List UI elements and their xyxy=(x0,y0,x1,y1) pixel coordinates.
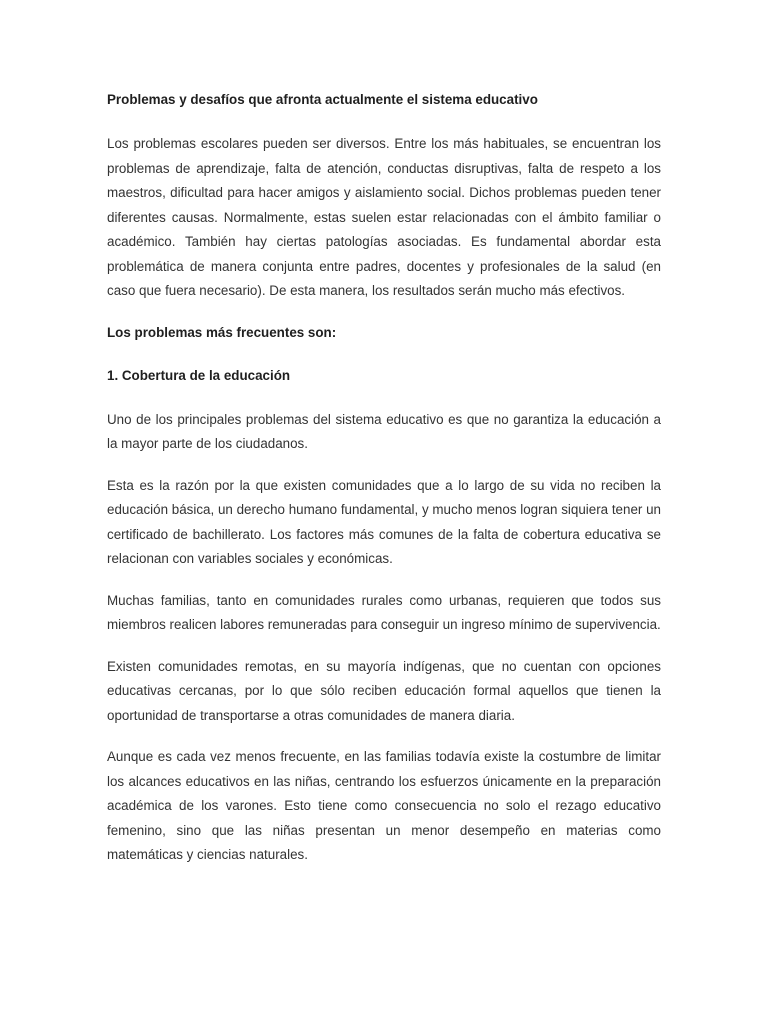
body-paragraph: Esta es la razón por la que existen comunidades que a lo largo de su vida no reciben la educación básica, un derecho humano fundamental, y mucho menos logran siquiera tener un certificado de bachillerato. Los factores más comunes de la falta de cobertura educativa se relacionan con variables sociales y económicas. xyxy=(107,477,661,566)
intro-paragraph: Los problemas escolares pueden ser diversos. Entre los más habituales, se encuentran los problemas de aprendizaje, falta de atención, conductas disruptivas, falta de respeto a los maestros, dificultad para hacer amigos y aislamiento social. Dichos problemas pueden tener diferentes causas. Normalmente, estas suelen estar relacionadas con el ámbito familiar o académico. También hay ciertas patologías asociadas. Es fundamental abordar esta problemática de manera conjunta entre padres, docentes y profesionales de la salud (en caso que fuera necesario). De esta manera, los resultados serán mucho más efectivos. xyxy=(107,136,661,298)
body-paragraph: Existen comunidades remotas, en su mayoría indígenas, que no cuentan con opciones educativas cercanas, por lo que sólo reciben educación formal aquellos que tienen la oportunidad de transportarse a otras comunidades de manera diaria. xyxy=(107,658,661,723)
body-paragraph: Uno de los principales problemas del sistema educativo es que no garantiza la educación a la mayor parte de los ciudadanos. xyxy=(107,411,661,451)
body-paragraph: Aunque es cada vez menos frecuente, en las familias todavía existe la costumbre de limitar los alcances educativos en las niñas, centrando los esfuerzos únicamente en la preparación académica de los varones. Esto tiene como consecuencia no solo el rezago educativo femenino, sino que las niñas presentan un menor desempeño en materias como matemáticas y ciencias naturales. xyxy=(107,749,661,862)
body-paragraph: Muchas familias, tanto en comunidades rurales como urbanas, requieren que todos sus miembros realicen labores remuneradas para conseguir un ingreso mínimo de supervivencia. xyxy=(107,592,661,632)
document-content xyxy=(107,90,661,885)
document-title: Problemas y desafíos que afronta actualmente el sistema educativo xyxy=(107,92,538,107)
section-heading-cobertura: 1. Cobertura de la educación xyxy=(107,367,291,383)
list-heading: Los problemas más frecuentes son: xyxy=(107,324,337,340)
